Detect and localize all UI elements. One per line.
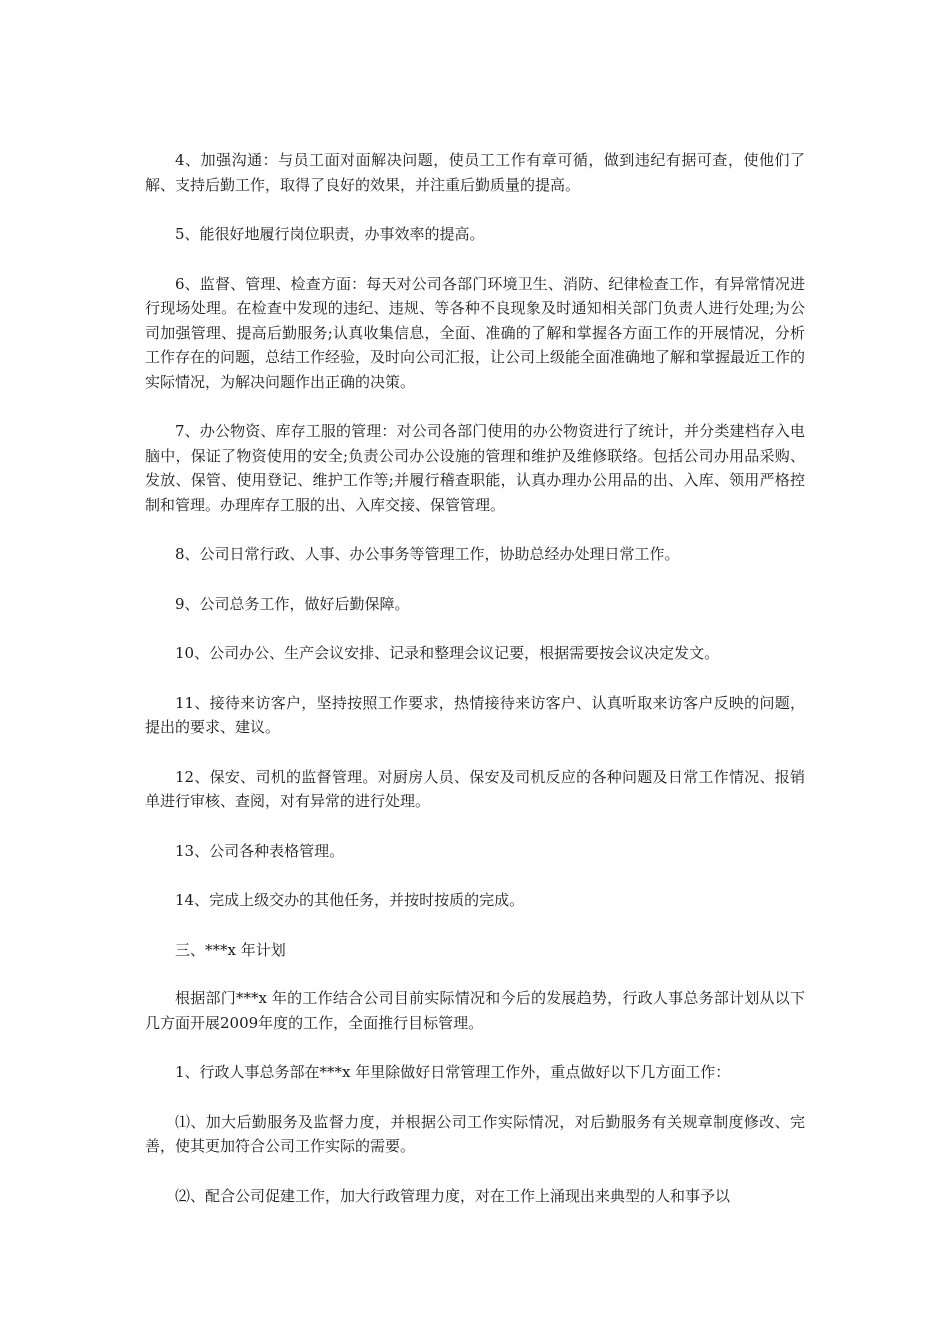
paragraph-plan-subitem-2: ⑵、配合公司促建工作，加大行政管理力度，对在工作上涌现出来典型的人和事予以 xyxy=(175,1186,731,1205)
paragraph-item-7: 7、办公物资、库存工服的管理：对公司各部门使用的办公物资进行了统计，并分类建档存入电脑中，保证了物资使用的安全;负责公司办公设施的管理和维护及维修联络。包括公司办用品采购、发放、保管、使用登记、维护工作等;并履行稽查职能，认真办理办公用品的出、入库、领用严格控制和管理。办理库存工服的出、入库交接、保管管理。 xyxy=(145,422,805,514)
paragraph-item-8: 8、公司日常行政、人事、办公事务等管理工作，协助总经办处理日常工作。 xyxy=(175,545,680,563)
document-body xyxy=(145,148,805,1233)
paragraph-item-13: 13、公司各种表格管理。 xyxy=(175,841,345,860)
paragraph-item-10: 10、公司办公、生产会议安排、记录和整理会议记要，根据需要按会议决定发文。 xyxy=(175,644,720,662)
paragraph-item-9: 9、公司总务工作，做好后勤保障。 xyxy=(175,594,410,613)
section-heading-plan: 三、***x 年计划 xyxy=(175,940,286,959)
paragraph-plan-intro: 根据部门***x 年的工作结合公司目前实际情况和今后的发展趋势，行政人事总务部计划从以下几方面开展2009年度的工作，全面推行目标管理。 xyxy=(145,989,805,1032)
paragraph-plan-item-1: 1、行政人事总务部在***x 年里除做好日常管理工作外，重点做好以下几方面工作： xyxy=(175,1063,731,1081)
paragraph-item-4: 4、加强沟通：与员工面对面解决问题，使员工工作有章可循，做到违纪有据可查，使他们了解、支持后勤工作，取得了良好的效果，并注重后勤质量的提高。 xyxy=(145,151,805,194)
paragraph-item-14: 14、完成上级交办的其他任务，并按时按质的完成。 xyxy=(175,891,525,909)
paragraph-plan-subitem-1: ⑴、加大后勤服务及监督力度，并根据公司工作实际情况，对后勤服务有关规章制度修改、完善，使其更加符合公司工作实际的需要。 xyxy=(145,1112,805,1155)
paragraph-item-6: 6、监督、管理、检查方面：每天对公司各部门环境卫生、消防、纪律检查工作，有异常情况进行现场处理。在检查中发现的违纪、违规、等各种不良现象及时通知相关部门负责人进行处理;为公司加强管理、提高后勤服务;认真收集信息，全面、准确的了解和掌握各方面工作的开展情况，分析工作存在的问题，总结工作经验，及时向公司汇报，让公司上级能全面准确地了解和掌握最近工作的实际情况，为解决问题作出正确的决策。 xyxy=(145,274,806,391)
paragraph-item-12: 12、保安、司机的监督管理。对厨房人员、保安及司机反应的各种问题及日常工作情况、报销单进行审核、查阅，对有异常的进行处理。 xyxy=(145,767,805,810)
paragraph-item-11: 11、接待来访客户，坚持按照工作要求，热情接待来访客户、认真听取来访客户反映的问题，提出的要求、建议。 xyxy=(145,693,805,736)
paragraph-item-5: 5、能很好地履行岗位职责，办事效率的提高。 xyxy=(175,225,485,243)
